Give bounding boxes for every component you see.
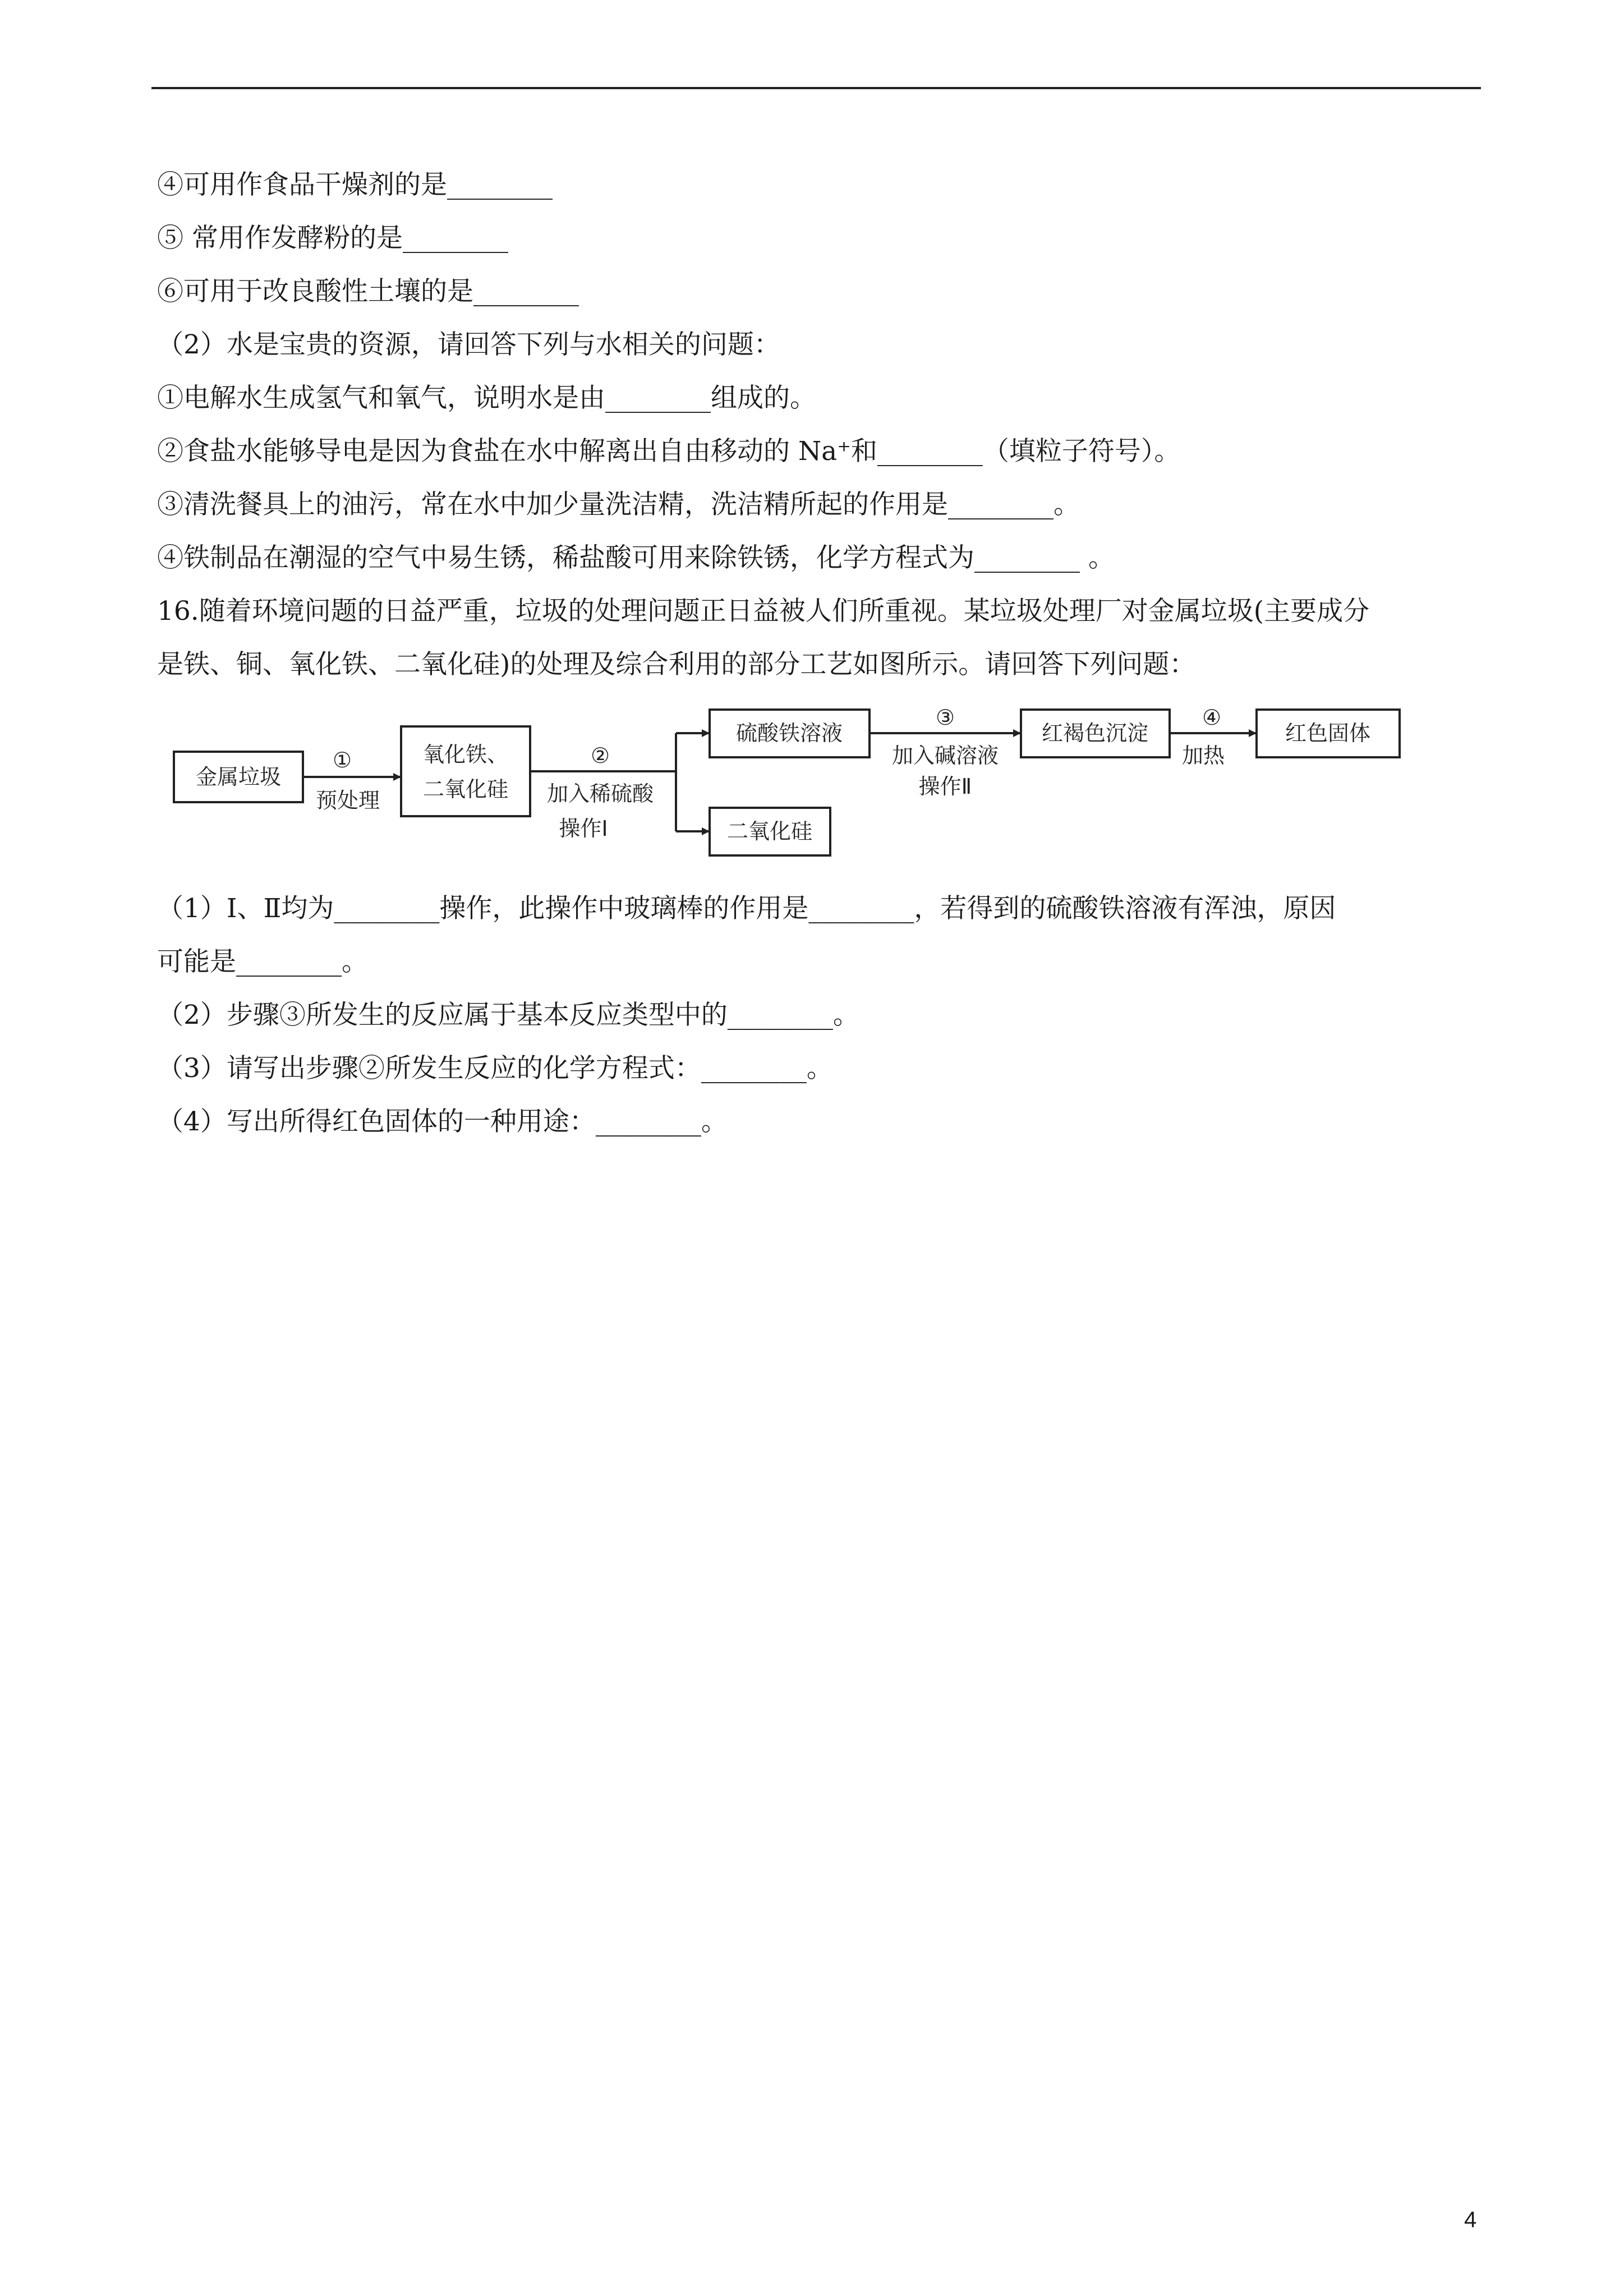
step-3-number: ③ (935, 705, 955, 730)
header-rule (151, 87, 1481, 89)
step-1-number: ① (332, 748, 352, 772)
question-3: （3）请写出步骤②所发生反应的化学方程式：________。 (157, 1053, 833, 1084)
step-4-number: ④ (1202, 705, 1222, 730)
box-mixture (401, 726, 530, 816)
problem-16-stem-2: 是铁、铜、氧化铁、二氧化硅)的处理及综合利用的部分工艺如图所示。请回答下列问题： (157, 649, 1196, 680)
label-ferric-sulfate: 硫酸铁溶液 (735, 721, 843, 746)
problem-16-stem-1: 16.随着环境问题的日益严重，垃圾的处理问题正日益被人们所重视。某垃圾处理厂对金属垃圾(主要成分 (157, 596, 1370, 627)
label-silica: 二氧化硅 (726, 819, 813, 844)
step-2-label-1: 加入稀硫酸 (546, 781, 654, 806)
step-3-label-2: 操作Ⅱ (918, 774, 972, 799)
question-1-line-1: （1）Ⅰ、Ⅱ均为________操作，此操作中玻璃棒的作用是________，若得到的硫酸铁溶液有浑浊，原因 (157, 893, 1336, 924)
question-4: （4）写出所得红色固体的一种用途：________。 (157, 1106, 728, 1137)
step-1-label: 预处理 (315, 788, 380, 813)
item-4-desiccant: ④可用作食品干燥剂的是________ (157, 169, 553, 200)
item-6-acid-soil: ⑥可用于改良酸性土壤的是________ (157, 276, 579, 307)
step-2-label-2: 操作Ⅰ (559, 816, 608, 841)
step-3-label-1: 加入碱溶液 (891, 743, 999, 768)
question-1-line-2: 可能是________。 (157, 946, 368, 977)
water-sub-2: ②食盐水能够导电是因为食盐在水中解离出自由移动的 Na⁺和________（填粒子符号）。 (157, 436, 1181, 467)
label-metal-waste: 金属垃圾 (195, 765, 282, 789)
label-red-brown-precipitate: 红褐色沉淀 (1041, 721, 1149, 746)
water-sub-3: ③清洗餐具上的油污，常在水中加少量洗洁精，洗洁精所起的作用是________。 (157, 489, 1080, 520)
process-flowchart (168, 696, 1414, 875)
page-number: 4 (1464, 2207, 1477, 2232)
label-mixture-line-2: 二氧化硅 (422, 777, 509, 802)
water-sub-1: ①电解水生成氢气和氧气，说明水是由________组成的。 (157, 383, 816, 413)
label-red-solid: 红色固体 (1285, 721, 1371, 746)
water-sub-4: ④铁制品在潮湿的空气中易生锈，稀盐酸可用来除铁锈，化学方程式为________ 。 (157, 542, 1115, 573)
step-4-label: 加热 (1181, 743, 1225, 768)
question-2-heading: （2）水是宝贵的资源，请回答下列与水相关的问题： (157, 329, 780, 360)
label-mixture-line-1: 氧化铁、 (422, 742, 509, 767)
step-2-number: ② (590, 743, 610, 768)
item-5-baking-powder: ⑤ 常用作发酵粉的是________ (157, 223, 508, 254)
question-2: （2）步骤③所发生的反应属于基本反应类型中的________。 (157, 1000, 859, 1030)
